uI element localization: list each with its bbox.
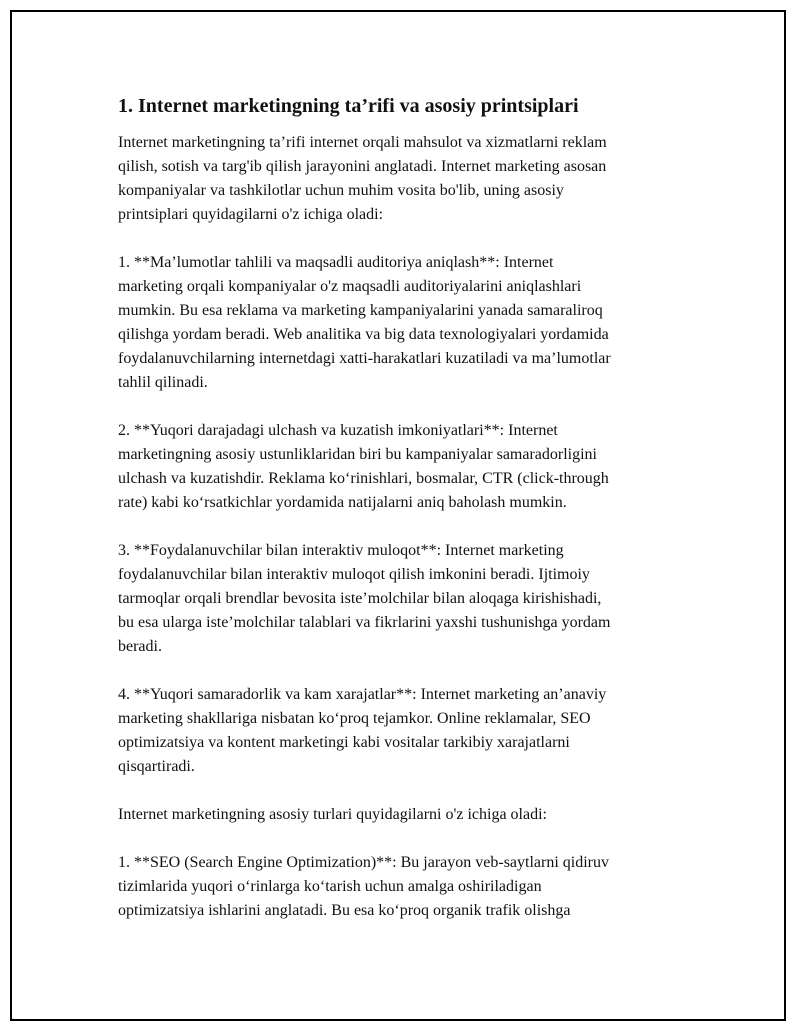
text-line: Internet marketingning ta’rifi internet orqali mahsulot va xizmatlarni reklam — [118, 134, 607, 151]
principle-2-paragraph — [118, 419, 698, 515]
text-line: printsiplari quyidagilarni o'z ichiga oladi: — [118, 206, 384, 223]
principle-3-paragraph — [118, 539, 698, 659]
text-line: optimizatsiya ishlarini anglatadi. Bu esa ko‘proq organik trafik olishga — [118, 902, 571, 919]
principle-1-paragraph — [118, 251, 698, 395]
text-line: rate) kabi ko‘rsatkichlar yordamida natijalarni aniq baholash mumkin. — [118, 494, 567, 511]
text-line: ulchash va kuzatishdir. Reklama ko‘rinishlari, bosmalar, CTR (click-through — [118, 470, 609, 487]
text-line: foydalanuvchilar bilan interaktiv muloqot qilish imkonini beradi. Ijtimoiy — [118, 566, 590, 583]
text-line: foydalanuvchilarning internetdagi xatti-harakatlari kuzatiladi va ma’lumotlar — [118, 350, 611, 367]
document-body — [118, 93, 698, 947]
text-line: 4. **Yuqori samaradorlik va kam xarajatlar**: Internet marketing an’anaviy — [118, 686, 607, 703]
text-line: Internet marketingning asosiy turlari quyidagilarni o'z ichiga oladi: — [118, 806, 547, 823]
text-line: qilish, sotish va targ'ib qilish jarayonini anglatadi. Internet marketing asosan — [118, 158, 607, 175]
text-line: 1. **Ma’lumotlar tahlili va maqsadli auditoriya aniqlash**: Internet — [118, 254, 554, 271]
text-line: tahlil qilinadi. — [118, 374, 208, 391]
text-line: marketing orqali kompaniyalar o'z maqsadli auditoriyalarini aniqlashlari — [118, 278, 582, 295]
text-line: bu esa ularga iste’molchilar talablari va fikrlarini yaxshi tushunishga yordam — [118, 614, 611, 631]
text-line: 1. **SEO (Search Engine Optimization)**: Bu jarayon veb-saytlarni qidiruv — [118, 854, 609, 871]
text-line: kompaniyalar va tashkilotlar uchun muhim vosita bo'lib, uning asosiy — [118, 182, 564, 199]
text-line: tizimlarida yuqori o‘rinlarga ko‘tarish uchun amalga oshiriladigan — [118, 878, 542, 895]
principle-4-paragraph — [118, 683, 698, 779]
text-line: marketing shakllariga nisbatan ko‘proq tejamkor. Online reklamalar, SEO — [118, 710, 591, 727]
text-line: beradi. — [118, 638, 162, 655]
text-line: mumkin. Bu esa reklama va marketing kampaniyalarini yanada samaraliroq — [118, 302, 603, 319]
intro-paragraph — [118, 131, 698, 227]
types-intro-paragraph — [118, 803, 698, 827]
text-line: marketingning asosiy ustunliklaridan biri bu kampaniyalar samaradorligini — [118, 446, 597, 463]
text-line: 3. **Foydalanuvchilar bilan interaktiv muloqot**: Internet marketing — [118, 542, 564, 559]
text-line: 2. **Yuqori darajadagi ulchash va kuzatish imkoniyatlari**: Internet — [118, 422, 558, 439]
section-heading: 1. Internet marketingning ta’rifi va asosiy printsiplari — [118, 95, 579, 117]
type-1-paragraph — [118, 851, 698, 923]
text-line: qisqartiradi. — [118, 758, 195, 775]
text-line: qilishga yordam beradi. Web analitika va big data texnologiyalari yordamida — [118, 326, 609, 343]
text-line: tarmoqlar orqali brendlar bevosita iste’molchilar bilan aloqaga kirishishadi, — [118, 590, 602, 607]
text-line: optimizatsiya va kontent marketingi kabi vositalar tarkibiy xarajatlarni — [118, 734, 570, 751]
